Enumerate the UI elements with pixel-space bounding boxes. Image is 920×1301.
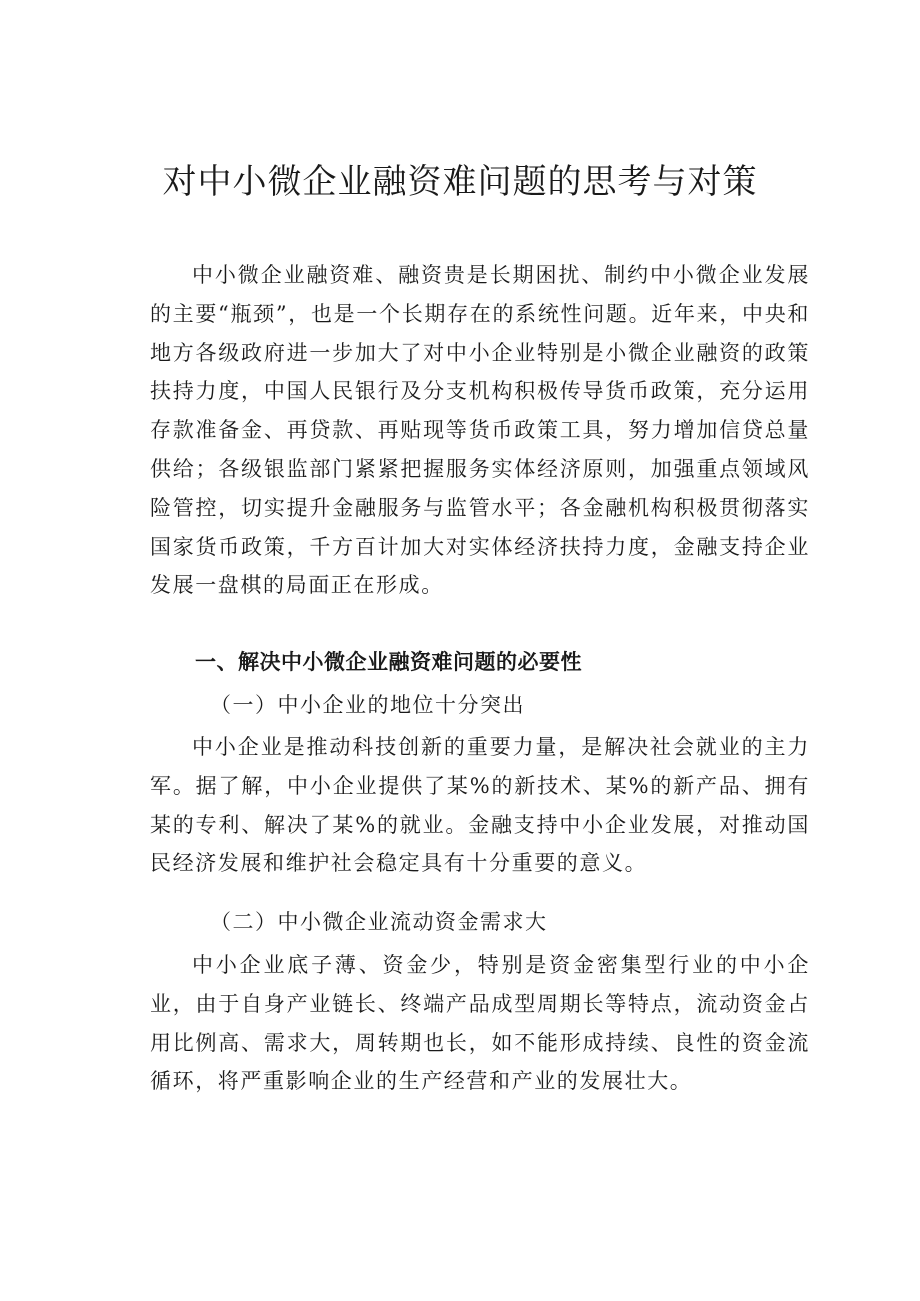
intro-paragraph: 中小微企业融资难、融资贵是长期困扰、制约中小微企业发展的主要“瓶颈”，也是一个长期存在的系统性问题。近年来，中央和地方各级政府进一步加大了对中小企业特别是小微企业融资的政策扶持力度，中国人民银行及分支机构积极传导货币政策，充分运用存款准备金、再贷款、再贴现等货币政策工具，努力增加信贷总量供给；各级银监部门紧紧把握服务实体经济原则，加强重点领域风险管控，切实提升金融服务与监管水平；各金融机构积极贯彻落实国家货币政策，千方百计加大对实体经济扶持力度，金融支持企业发展一盘棋的局面正在形成。 [150,263,810,598]
subsection-paragraph-1: 中小企业是推动科技创新的重要力量，是解决社会就业的主力军。据了解，中小企业提供了某%的新技术、某%的新产品、拥有某的专利、解决了某%的就业。金融支持中小企业发展，对推动国民经济发展和维护社会稳定具有十分重要的意义。 [150,735,810,876]
subsection-paragraph-2: 中小企业底子薄、资金少，特别是资金密集型行业的中小企业，由于自身产业链长、终端产品成型周期长等特点，流动资金占用比例高、需求大，周转期也长，如不能形成持续、良性的资金流循环，将严重影响企业的生产经营和产业的发展壮大。 [150,953,810,1094]
section-heading-1: 一、解决中小微企业融资难问题的必要性 [195,650,582,674]
subsection-heading-1: （一）中小企业的地位十分突出 [210,693,525,717]
subsection-heading-2: （二）中小微企业流动资金需求大 [210,910,548,934]
document-title: 对中小微企业融资难问题的思考与对策 [162,162,758,202]
